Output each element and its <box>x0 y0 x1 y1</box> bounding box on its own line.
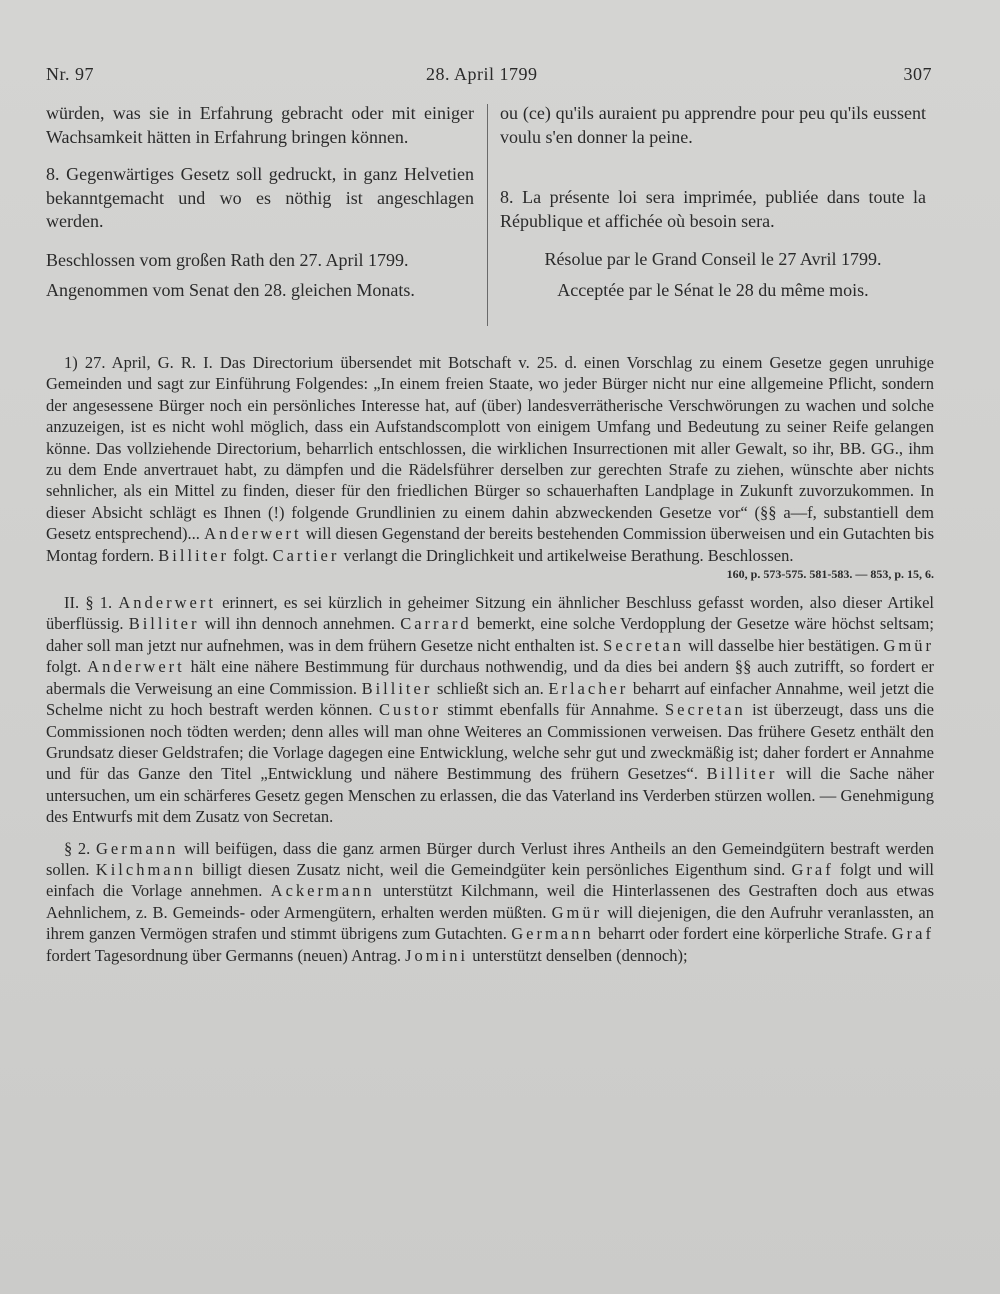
speaker-name: Secretan <box>603 635 684 655</box>
footnotes <box>46 352 934 966</box>
speaker-name: Custor <box>378 700 441 720</box>
speaker-name: Cartier <box>272 545 340 565</box>
section-II-paragraph-1: II. § 1. Anderwert erinnert, es sei kürzlich in geheimer Sitzung ein ähnlicher Beschluss gefasst worden, also dieser Artikel überflüssig. Billiter will ihn dennoch annehmen. Carrard bemerkt, eine solche Verdopplung der Gesetze wäre höchst seltsam; daher soll man jetzt nur aufnehmen, was in dem frühern Gesetze nicht enthalten ist. Secretan will dasselbe hier bestätigen. Gmür folgt. Anderwert hält eine nähere Bestimmung für durchaus nothwendig, und da dies bei andern §§ auch zutrifft, so fordert er abermals die Verweisung an eine Commission. Billiter schließt sich an. Erlacher beharrt auf einfacher Annahme, weil jetzt die Schelme nicht zu hoch bestraft werden können. Custor stimmt ebenfalls für Annahme. Secretan ist überzeugt, dass uns die Commissionen noch tödten werden; denn alles will man ohne Weiteres an Commissionen verweisen. Das frühere Gesetz enthält den Grundsatz dieser Geldstrafen; die Vorlage dagegen eine Entwicklung, welche sehr gut und zweckmäßig ist; daher fordert er Annahme und für das Ganze den Titel „Entwicklung und nähere Bestimmung des frühern Gesetzes“. Billiter will die Sache näher untersuchen, um ein schärferes Gesetz gegen Menschen zu erlassen, die das Vaterland ins Verderben stürzen wollen. — Genehmigung des Entwurfs mit dem Zusatz von Secretan. <box>46 593 935 827</box>
speaker-name: Billiter <box>158 545 230 565</box>
french-paragraph-2: 8. La présente loi sera imprimée, publiée dans toute la République et affichée où besoin sera. <box>500 187 926 231</box>
speaker-name: Germann <box>511 924 594 944</box>
speaker-name: Graf <box>791 859 834 879</box>
french-signature-2: Acceptée par le Sénat le 28 du même mois. <box>557 279 869 300</box>
page-number: 307 <box>903 64 932 84</box>
column-divider <box>487 104 488 326</box>
speaker-name: Anderwert <box>204 524 302 544</box>
speaker-name: Billiter <box>361 678 433 698</box>
speaker-name: Graf <box>891 924 934 944</box>
french-column <box>500 102 926 302</box>
page-header <box>46 64 932 90</box>
speaker-name: Gmür <box>551 902 603 922</box>
speaker-name: Germann <box>95 838 179 858</box>
speaker-name: Billiter <box>128 614 200 634</box>
section-II-paragraph-2: § 2. Germann will beifügen, dass die ganz armen Bürger durch Verlust ihres Antheils an den Gemeindgütern bestraft werden sollen. Kilchmann billigt diesen Zusatz nicht, weil die Gemeindgüter kein persönliches Eigenthum sind. Graf folgt und will einfach die Vorlage annehmen. Ackermann unterstützt Kilchmann, weil die Hinterlassenen des Gestraften doch aus etwas Aehnlichem, z. B. Gemeinds- oder Armengütern, erhalten werden müßten. Gmür will diejenigen, die den Aufruhr veranlassten, an ihrem ganzen Vermögen strafen und stimmt übrigens zum Gutachten. Germann beharrt oder fordert eine körperliche Strafe. Graf fordert Tagesordnung über Germanns (neuen) Antrag. Jomini unterstützt denselben (dennoch); <box>46 838 935 965</box>
german-paragraph-1: würden, was sie in Erfahrung gebracht oder mit einiger Wachsamkeit hätten in Erfahrung bringen können. <box>46 103 474 147</box>
speaker-name: Billiter <box>706 764 778 784</box>
speaker-name: Jomini <box>405 945 469 965</box>
header-date: 28. April 1799 <box>426 64 538 84</box>
speaker-name: Erlacher <box>548 678 629 698</box>
footnote-1: 1) 27. April, G. R. I. Das Directorium übersendet mit Botschaft v. 25. d. einen Vorschlag zu einem Gesetze gegen unruhige Gemeinden und sagt zur Einführung Folgendes: „In einem freien Staate, wo jeder Bürger nicht nur eine allgemeine Pflicht, sondern der angesessene Bürger noch ein persönliches Interesse hat, auf (über) landesverrätherische Verschwörungen zu wachen und solche anzuzeigen, ist es nicht wohl möglich, dass ein Aufstandscomplott von einigem Umfang und Bedeutung zu seiner Reife gelangen könne. Das vollziehende Directorium, beharrlich entschlossen, die wirklichen Insurrectionen mit aller Gewalt, so ihr, BB. GG., ihm zu dem Ende anvertrauet habt, zu dämpfen und die Rädelsführer derselben zur gerechten Strafe zu ziehen, wünschte aber nichts sehnlicher, als ein Mittel zu finden, dieser für den friedlichen Bürger so schauerhaften Landplage in Zukunft zuvorzukommen. In dieser Absicht schlägt es Ihnen (!) folgende Grundlinien zu einem dahin abzweckenden Gesetze vor“ (§§ a—f, substantiell dem Gesetz entsprechend)... Anderwert will diesen Gegenstand der bereits bestehenden Commission überweisen und ein Gutachten bis Montag fordern. Billiter folgt. Cartier verlangt die Dringlichkeit und artikelweise Berathung. Beschlossen. <box>46 353 935 565</box>
speaker-name: Anderwert <box>87 657 185 677</box>
german-paragraph-2: 8. Gegenwärtiges Gesetz soll gedruckt, in ganz Helvetien bekanntgemacht und wo es nöthig ist angeschlagen werden. <box>46 164 474 231</box>
french-paragraph-1: ou (ce) qu'ils auraient pu apprendre pour peu qu'ils eussent voulu s'en donner la peine. <box>500 103 926 147</box>
speaker-name: Kilchmann <box>95 859 197 879</box>
speaker-name: Ackermann <box>270 881 375 901</box>
french-signature-1: Résolue par le Grand Conseil le 27 Avril 1799. <box>544 249 882 269</box>
speaker-name: Secretan <box>664 700 746 720</box>
speaker-name: Anderwert <box>118 593 216 613</box>
footnote-1-reference: 160, p. 573-575. 581-583. — 853, p. 15, 6. <box>726 567 934 582</box>
german-signature-2: Angenommen vom Senat den 28. gleichen Monats. <box>46 280 415 300</box>
document-number: Nr. 97 <box>46 64 94 84</box>
speaker-name: Gmür <box>883 635 934 655</box>
german-signature-1: Beschlossen vom großen Rath den 27. April 1799. <box>46 249 409 270</box>
german-column <box>46 102 474 303</box>
speaker-name: Carrard <box>400 614 472 634</box>
